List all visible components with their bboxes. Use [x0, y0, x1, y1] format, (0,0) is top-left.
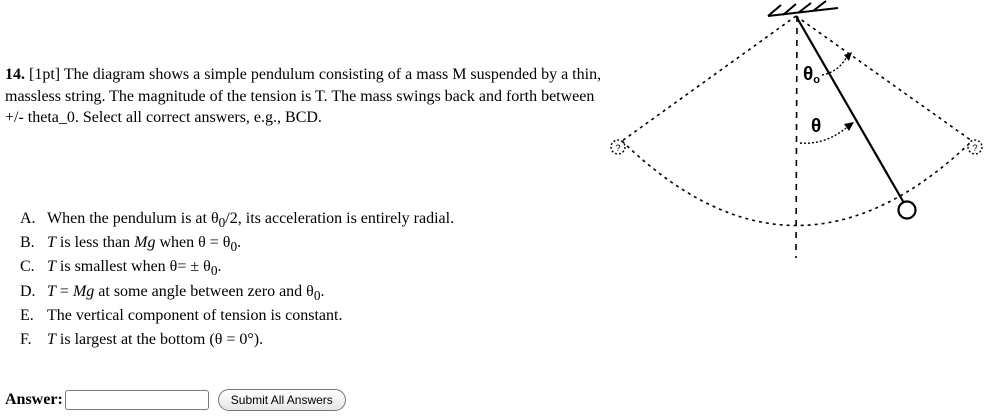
extreme-right-line	[796, 16, 972, 141]
option-text: The vertical component of tension is constant.	[47, 306, 343, 324]
theta-arrow-icon	[844, 122, 854, 131]
theta-label: θ	[811, 116, 822, 137]
option-text: T is largest at the bottom (θ = 0°).	[47, 330, 264, 348]
vertical-reference-line	[796, 16, 797, 258]
submit-all-answers-button[interactable]: Submit All Answers	[218, 389, 346, 411]
question-text-block	[5, 64, 610, 129]
question-number: 14.	[5, 66, 25, 83]
pendulum-string	[796, 16, 904, 203]
option-text: T is smallest when $\theta= \pm \theta_0$.	[47, 258, 222, 279]
right-side-mark: ?	[972, 143, 978, 153]
answer-options-list	[20, 209, 454, 354]
question-body: [1pt] The diagram shows a simple pendulum consisting of a mass M suspended by a thin, massless string. The magnitude of the tension is T. The mass swings back and forth between +/- theta_0. Select all correct answers, e.g., BCD.	[5, 66, 602, 126]
option-c	[20, 257, 454, 281]
option-f	[20, 330, 454, 354]
left-side-mark: ?	[615, 143, 621, 153]
option-letter: A.	[20, 210, 36, 227]
answer-row	[5, 389, 346, 411]
answer-label: Answer:	[5, 391, 63, 408]
option-letter: B.	[20, 234, 35, 252]
option-text: When the pendulum is at $\theta_0/2$, its acceleration is entirely radial.	[47, 210, 455, 231]
ceiling-support-icon	[768, 1, 838, 16]
option-letter: F.	[20, 330, 32, 348]
option-letter: E.	[20, 306, 34, 324]
option-text: T is less than Mg when $\theta = \theta_0$.	[47, 234, 242, 255]
option-d	[20, 282, 454, 306]
pendulum-diagram	[600, 0, 991, 270]
option-e	[20, 306, 454, 330]
theta0-symbol: θ	[803, 64, 814, 85]
option-a	[20, 209, 454, 233]
option-text: T = Mg at some angle between zero and $\theta_0$.	[47, 282, 325, 303]
option-letter: D.	[20, 282, 36, 300]
pendulum-bob	[899, 202, 916, 219]
option-b	[20, 233, 454, 257]
theta-arc	[800, 128, 846, 143]
theta0-label	[803, 64, 820, 86]
answer-input[interactable]	[65, 390, 209, 410]
theta0-subscript: o	[813, 74, 821, 86]
extreme-left-line	[622, 16, 796, 141]
option-letter: C.	[20, 258, 35, 276]
